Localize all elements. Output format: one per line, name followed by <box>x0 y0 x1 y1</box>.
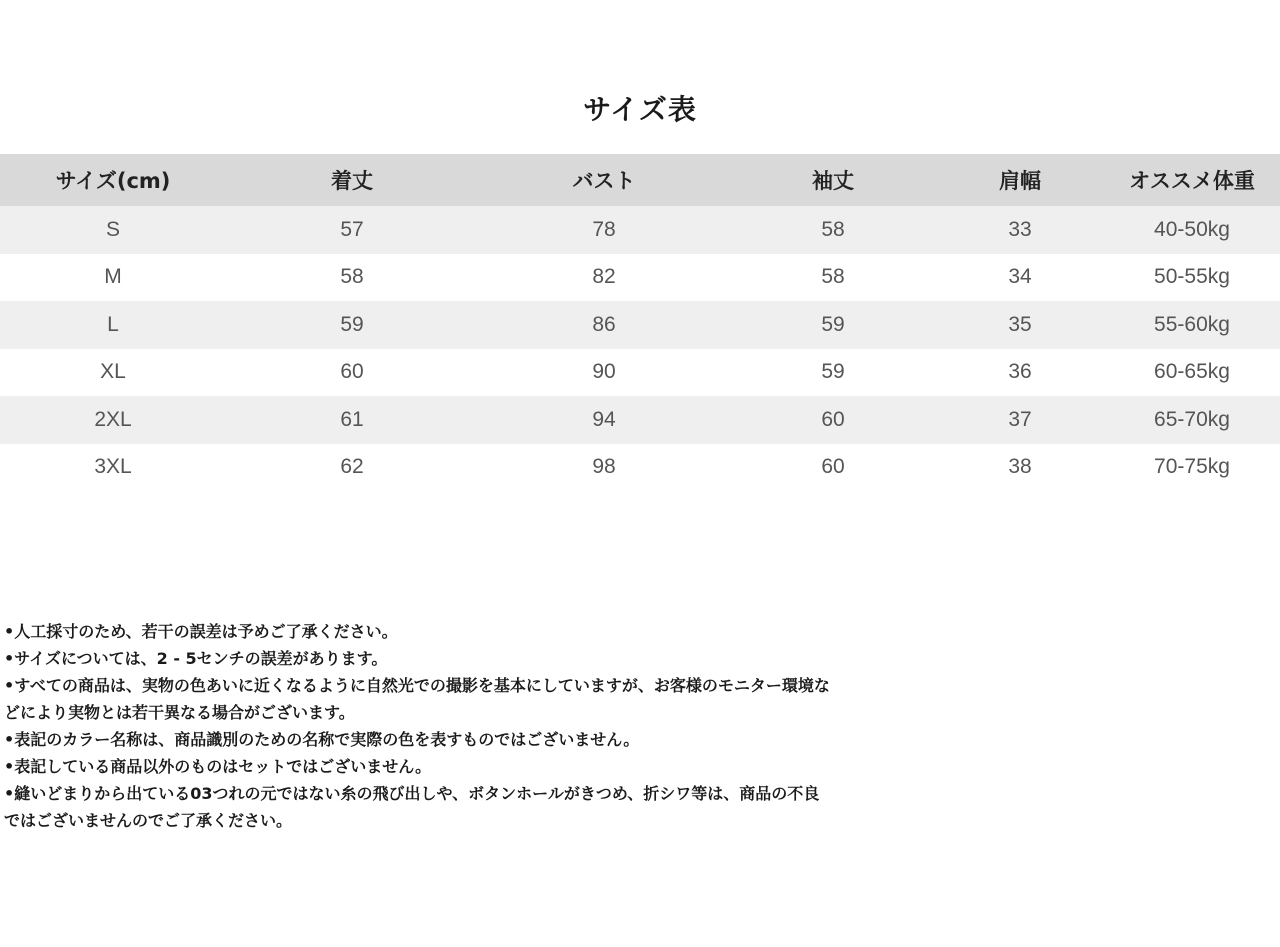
table-cell: 40-50kg <box>1154 217 1230 241</box>
table-cell: 59 <box>340 312 364 336</box>
table-cell: 37 <box>1008 407 1032 431</box>
table-cell: 65-70kg <box>1154 407 1230 431</box>
header-weight: オススメ体重 <box>1129 169 1255 193</box>
table-row <box>0 349 1280 397</box>
note-line: •すべての商品は、実物の色あいに近くなるように自然光での撮影を基本にしていますが、お客様のモニター環境な <box>4 676 830 695</box>
table-cell: 70-75kg <box>1154 455 1230 479</box>
table-cell: 57 <box>340 217 364 241</box>
table-row <box>0 206 1280 254</box>
header-shoulder: 肩幅 <box>999 169 1041 193</box>
table-row <box>0 254 1280 302</box>
table-row <box>0 301 1280 349</box>
header-size: サイズ(cm) <box>55 169 171 193</box>
page-title: サイズ表 <box>583 93 697 126</box>
table-cell: 2XL <box>94 407 132 431</box>
notes-section <box>4 618 904 834</box>
table-cell: 61 <box>340 407 364 431</box>
note-line: •サイズについては、2 - 5センチの誤差があります。 <box>4 649 388 668</box>
note-line: •人工採寸のため、若干の誤差は予めご了承ください。 <box>4 622 398 641</box>
table-cell: 78 <box>592 217 616 241</box>
table-cell: 59 <box>821 360 845 384</box>
table-cell: 60-65kg <box>1154 360 1230 384</box>
note-line: •表記のカラー名称は、商品識別のための名称で実際の色を表すものではございません。 <box>4 730 640 749</box>
header-bust: バスト <box>572 169 636 193</box>
table-cell: M <box>104 265 122 289</box>
table-cell: L <box>107 312 119 336</box>
note-line: ではございませんのでご了承ください。 <box>4 811 293 830</box>
table-cell: 58 <box>821 265 845 289</box>
table-cell: 86 <box>592 312 616 336</box>
table-cell: 59 <box>821 312 845 336</box>
table-cell: 98 <box>592 455 616 479</box>
table-cell: 34 <box>1008 265 1032 289</box>
table-cell: 35 <box>1008 312 1032 336</box>
table-cell: 38 <box>1008 455 1032 479</box>
table-cell: S <box>105 217 120 241</box>
table-header-row <box>0 154 1280 206</box>
table-cell: 55-60kg <box>1154 312 1230 336</box>
note-line: どにより実物とは若干異なる場合がございます。 <box>4 703 355 722</box>
table-cell: XL <box>100 360 126 384</box>
header-sleeve: 袖丈 <box>812 169 854 193</box>
size-table <box>0 154 1280 491</box>
note-line: •縫いどまりから出ている03つれの元ではない糸の飛び出しや、ボタンホールがきつめ、折シワ等は、商品の不良 <box>4 784 820 803</box>
table-cell: 58 <box>821 217 845 241</box>
table-cell: 3XL <box>94 455 132 479</box>
table-row <box>0 444 1280 492</box>
table-row <box>0 396 1280 444</box>
note-line: •表記している商品以外のものはセットではございません。 <box>4 757 432 776</box>
table-cell: 60 <box>821 407 845 431</box>
table-cell: 62 <box>340 455 364 479</box>
table-cell: 82 <box>592 265 616 289</box>
table-cell: 58 <box>340 265 364 289</box>
table-cell: 90 <box>592 360 616 384</box>
table-cell: 94 <box>592 407 616 431</box>
table-cell: 60 <box>821 455 845 479</box>
table-cell: 60 <box>340 360 364 384</box>
header-length: 着丈 <box>331 169 373 193</box>
table-cell: 33 <box>1008 217 1032 241</box>
table-cell: 50-55kg <box>1154 265 1230 289</box>
table-cell: 36 <box>1008 360 1032 384</box>
